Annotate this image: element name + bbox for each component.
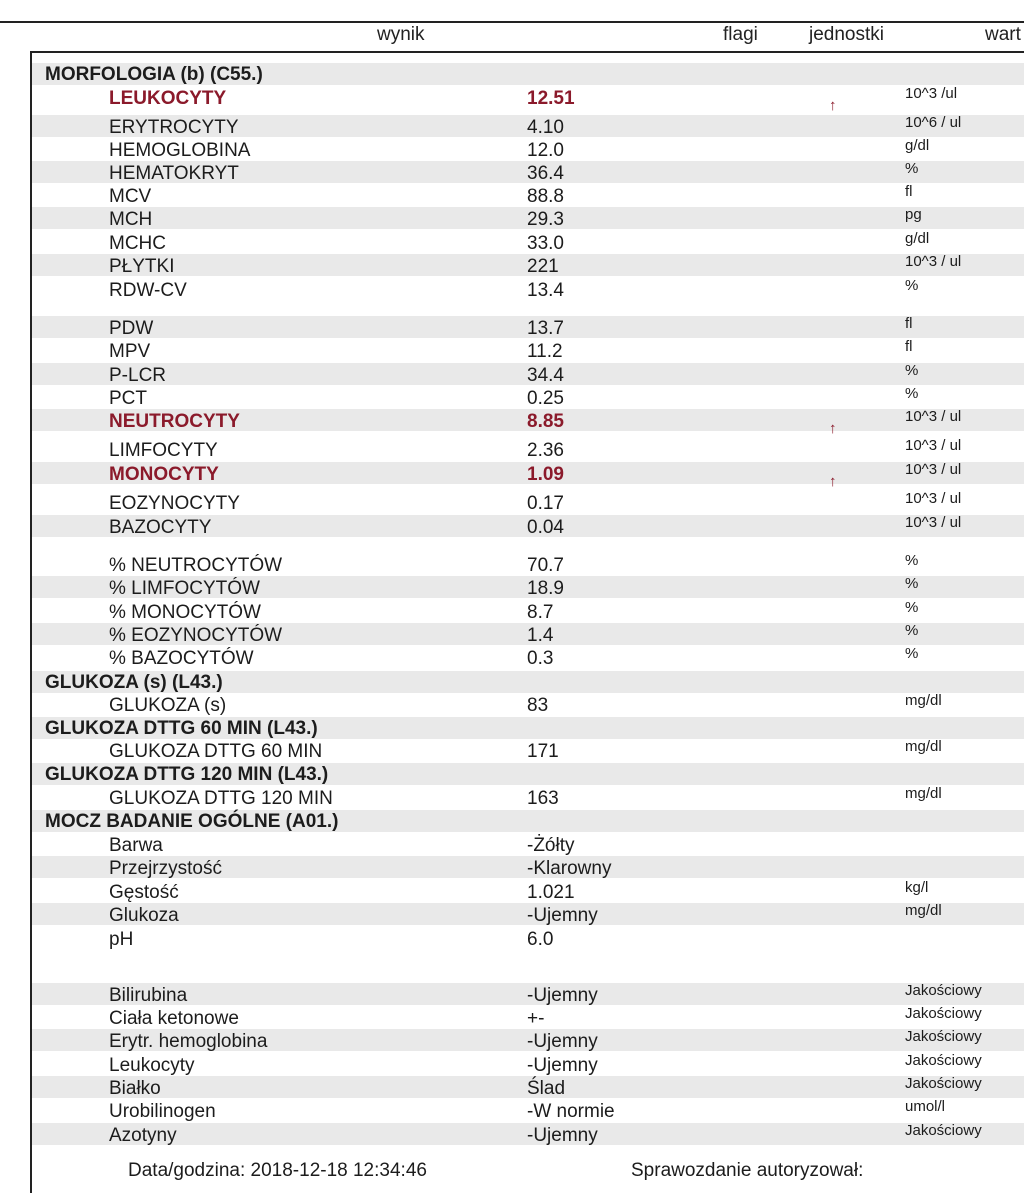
test-value: 12.0 [527, 140, 564, 161]
test-value: 1.4 [527, 625, 554, 646]
authorized-by-label: Sprawozdanie autoryzował: [631, 1160, 864, 1181]
test-name: GLUKOZA DTTG 60 MIN [109, 741, 323, 762]
test-value: 70.7 [527, 555, 564, 576]
test-name: MPV [109, 341, 151, 362]
test-name: GLUKOZA (s) [109, 695, 227, 716]
test-value: 221 [527, 256, 559, 277]
test-unit: % [905, 160, 919, 177]
test-name: P-LCR [109, 365, 167, 386]
test-unit: fl [905, 315, 913, 332]
test-value: 6.0 [527, 929, 554, 950]
test-name: Erytr. hemoglobina [109, 1031, 268, 1052]
test-value: -Ujemny [527, 1055, 598, 1076]
test-value: 171 [527, 741, 559, 762]
test-name: Azotyny [109, 1125, 177, 1146]
test-name: Bilirubina [109, 985, 188, 1006]
test-value: Ślad [527, 1078, 566, 1099]
test-name: LEUKOCYTY [109, 88, 227, 109]
test-unit: 10^3 /ul [905, 85, 958, 102]
test-name: MCV [109, 186, 152, 207]
test-value: 13.7 [527, 318, 564, 339]
test-unit: % [905, 645, 919, 662]
test-unit: kg/l [905, 879, 929, 896]
test-value: 163 [527, 788, 559, 809]
test-name: PDW [109, 318, 154, 339]
test-name: BAZOCYTY [109, 517, 212, 538]
test-name: Przejrzystość [109, 858, 222, 879]
test-unit: fl [905, 338, 913, 355]
test-unit: g/dl [905, 137, 930, 154]
test-name: LIMFOCYTY [109, 440, 218, 461]
test-value: -Klarowny [527, 858, 612, 879]
high-flag-icon: ↑ [829, 97, 837, 114]
test-unit: fl [905, 183, 913, 200]
test-value: 0.04 [527, 517, 564, 538]
test-value: 29.3 [527, 209, 564, 230]
test-name: MCH [109, 209, 153, 230]
test-unit: 10^3 / ul [905, 437, 962, 454]
test-value: 8.85 [527, 411, 564, 432]
test-value: 11.2 [527, 341, 563, 362]
column-header-units: jednostki [809, 24, 884, 45]
test-name: % LIMFOCYTÓW [109, 578, 260, 599]
test-name: % NEUTROCYTÓW [109, 555, 283, 576]
section-title: GLUKOZA (s) (L43.) [45, 672, 223, 693]
test-name: PCT [109, 388, 147, 409]
test-name: NEUTROCYTY [109, 411, 240, 432]
test-name: MCHC [109, 233, 166, 254]
test-unit: % [905, 599, 919, 616]
test-unit: pg [905, 206, 922, 223]
test-unit: Jakościowy [905, 1075, 982, 1092]
test-unit: umol/l [905, 1098, 946, 1115]
test-name: HEMOGLOBINA [109, 140, 251, 161]
test-value: -Żółty [527, 835, 575, 856]
test-unit: g/dl [905, 230, 930, 247]
test-value: 13.4 [527, 280, 564, 301]
test-name: RDW-CV [109, 280, 187, 301]
column-header-values: wart [985, 24, 1021, 45]
test-unit: 10^3 / ul [905, 253, 962, 270]
high-flag-icon: ↑ [829, 420, 837, 437]
test-value: 4.10 [527, 117, 564, 138]
test-name: pH [109, 929, 134, 950]
test-unit: mg/dl [905, 738, 942, 755]
test-name: HEMATOKRYT [109, 163, 239, 184]
column-header-flags: flagi [723, 24, 758, 45]
test-unit: 10^3 / ul [905, 461, 962, 478]
test-unit: % [905, 277, 919, 294]
test-name: GLUKOZA DTTG 120 MIN [109, 788, 333, 809]
test-value: 1.021 [527, 882, 575, 903]
test-name: Glukoza [109, 905, 179, 926]
test-unit: 10^3 / ul [905, 514, 962, 531]
test-name: PŁYTKI [109, 256, 175, 277]
test-unit: Jakościowy [905, 1052, 982, 1069]
test-value: 8.7 [527, 602, 554, 623]
test-unit: 10^3 / ul [905, 490, 962, 507]
test-value: -Ujemny [527, 1125, 598, 1146]
test-value: 88.8 [527, 186, 564, 207]
test-unit: Jakościowy [905, 1122, 982, 1139]
test-name: Leukocyty [109, 1055, 195, 1076]
test-value: 0.25 [527, 388, 564, 409]
test-value: -W normie [527, 1101, 615, 1122]
test-name: ERYTROCYTY [109, 117, 239, 138]
test-unit: % [905, 385, 919, 402]
test-value: 0.3 [527, 648, 554, 669]
test-value: +- [527, 1008, 545, 1029]
test-name: EOZYNOCYTY [109, 493, 240, 514]
test-value: 0.17 [527, 493, 564, 514]
test-value: 1.09 [527, 464, 564, 485]
test-unit: % [905, 622, 919, 639]
test-value: 34.4 [527, 365, 564, 386]
test-unit: % [905, 552, 919, 569]
test-unit: Jakościowy [905, 1028, 982, 1045]
test-unit: mg/dl [905, 785, 942, 802]
test-value: -Ujemny [527, 985, 598, 1006]
test-unit: % [905, 575, 919, 592]
test-name: % BAZOCYTÓW [109, 648, 254, 669]
section-title: MORFOLOGIA (b) (C55.) [45, 64, 263, 85]
test-value: 83 [527, 695, 549, 716]
section-title: GLUKOZA DTTG 60 MIN (L43.) [45, 718, 318, 739]
test-value: 12.51 [527, 88, 575, 109]
test-value: 33.0 [527, 233, 564, 254]
column-header-result: wynik [377, 24, 425, 45]
test-name: % MONOCYTÓW [109, 602, 261, 623]
test-unit: mg/dl [905, 902, 942, 919]
test-name: Ciała ketonowe [109, 1008, 239, 1029]
test-name: MONOCYTY [109, 464, 219, 485]
test-name: Urobilinogen [109, 1101, 216, 1122]
high-flag-icon: ↑ [829, 473, 837, 490]
test-unit: Jakościowy [905, 1005, 982, 1022]
section-title: MOCZ BADANIE OGÓLNE (A01.) [45, 811, 339, 832]
test-unit: Jakościowy [905, 982, 982, 999]
report-datetime: Data/godzina: 2018-12-18 12:34:46 [128, 1160, 427, 1181]
test-unit: 10^3 / ul [905, 408, 962, 425]
test-name: Gęstość [109, 882, 179, 903]
test-value: 2.36 [527, 440, 564, 461]
test-unit: % [905, 362, 919, 379]
test-unit: mg/dl [905, 692, 942, 709]
test-name: % EOZYNOCYTÓW [109, 625, 283, 646]
section-title: GLUKOZA DTTG 120 MIN (L43.) [45, 764, 329, 785]
test-value: -Ujemny [527, 905, 598, 926]
test-value: 18.9 [527, 578, 564, 599]
test-name: Barwa [109, 835, 163, 856]
test-value: 36.4 [527, 163, 564, 184]
test-value: -Ujemny [527, 1031, 598, 1052]
test-unit: 10^6 / ul [905, 114, 962, 131]
test-name: Białko [109, 1078, 161, 1099]
